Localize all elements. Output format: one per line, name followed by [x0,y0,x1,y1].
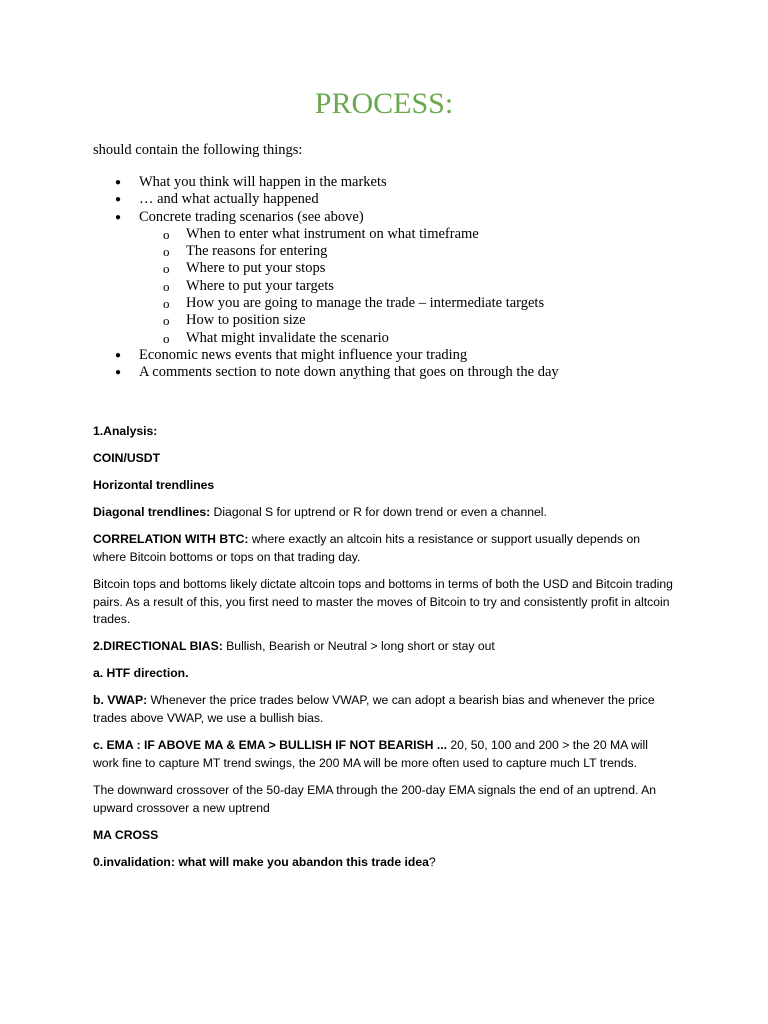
analysis-body [93,423,673,881]
ema-label: c. EMA : IF ABOVE MA & EMA > BULLISH IF NOT BEARISH ... [93,738,448,753]
invalidation-label: 0.invalidation: what will make you abandon this trade idea [93,854,429,869]
sub-bullet-marker: o [163,226,170,242]
list-item [93,174,559,191]
invalidation-paragraph [93,854,673,872]
vwap-label: b. VWAP: [93,693,148,708]
process-list [93,174,559,382]
invalidation-text: ? [428,854,436,869]
list-item-text: Concrete trading scenarios (see above) [139,208,364,225]
diagonal-trendlines-paragraph [93,504,673,522]
list-item-text: The reasons for entering [186,243,328,260]
vwap-text: Whenever the price trades below VWAP, we can adopt a bearish bias and whenever the price trades above VWAP, we use a bullish bias. [93,693,655,726]
sub-bullet-marker: o [163,244,170,260]
sub-list-item [93,243,559,260]
correlation-label: CORRELATION WITH BTC: [93,531,249,546]
crossover-paragraph: The downward crossover of the 50-day EMA through the 200-day EMA signals the end of an uptrend. An upward crossover a new uptrend [93,782,656,815]
list-item [93,347,559,364]
bullet-marker: ● [115,177,122,188]
bitcoin-paragraph: Bitcoin tops and bottoms likely dictate altcoin tops and bottoms in terms of both the USD and Bitcoin trading pairs. As a result of this, you first need to master the moves of Bitcoin to try and consistently profit in altcoin trades. [93,576,673,627]
sub-list-item [93,330,559,347]
pair-label: COIN/USDT [93,450,161,465]
correlation-text: where exactly an altcoin hits a resistance or support usually depends on where Bitcoin bottoms or tops on that trading day. [93,531,641,564]
bullet-marker: ● [115,211,122,223]
list-item-text: Where to put your stops [186,260,326,277]
sub-bullet-marker: o [163,278,170,294]
list-item-text: A comments section to note down anything that goes on through the day [139,364,559,381]
diagonal-trendlines-text: Diagonal S for uptrend or R for down trend or even a channel. [210,504,547,519]
analysis-heading: 1.Analysis: [93,424,158,438]
bias-paragraph [93,638,673,656]
bullet-marker: ● [115,194,122,206]
list-item-text: When to enter what instrument on what timeframe [186,225,479,242]
sub-list-item [93,226,559,243]
sub-bullet-marker: o [163,296,170,312]
correlation-paragraph [93,531,673,567]
list-item [93,209,559,226]
bias-text: Bullish, Bearish or Neutral > long short or stay out [222,639,495,654]
bullet-marker: ● [115,349,122,361]
sub-bullet-marker: o [163,261,170,277]
list-item [93,191,559,208]
list-item-text: … and what actually happened [139,191,319,208]
list-item-text: What you think will happen in the markets [139,174,387,190]
list-item-text: Economic news events that might influence your trading [139,346,468,363]
sub-bullet-marker: o [163,330,170,346]
sub-list-item [93,278,559,295]
vwap-paragraph [93,692,673,728]
diagonal-trendlines-label: Diagonal trendlines: [93,504,211,519]
horizontal-trendlines-heading: Horizontal trendlines [93,477,215,492]
sub-list-item [93,312,559,329]
list-item [93,364,559,381]
list-item-text: How you are going to manage the trade – intermediate targets [186,295,545,312]
bullet-marker: ● [115,367,122,379]
ema-paragraph [93,737,673,773]
sub-bullet-marker: o [163,313,170,329]
list-item-text: What might invalidate the scenario [186,329,389,346]
ma-cross-heading: MA CROSS [93,827,159,842]
ema-text: 20, 50, 100 and 200 > the 20 MA will work fine to capture MT trend swings, the 200 MA will be more often used to capture much LT trends. [93,738,648,770]
list-item-text: How to position size [186,312,306,329]
list-item-text: Where to put your targets [186,277,334,294]
bias-label: 2.DIRECTIONAL BIAS: [93,639,223,654]
sub-list-item [93,260,559,277]
htf-direction: a. HTF direction. [93,666,189,681]
intro-text: should contain the following things: [93,142,303,158]
page-title: PROCESS: [314,87,454,120]
sub-list-item [93,295,559,312]
